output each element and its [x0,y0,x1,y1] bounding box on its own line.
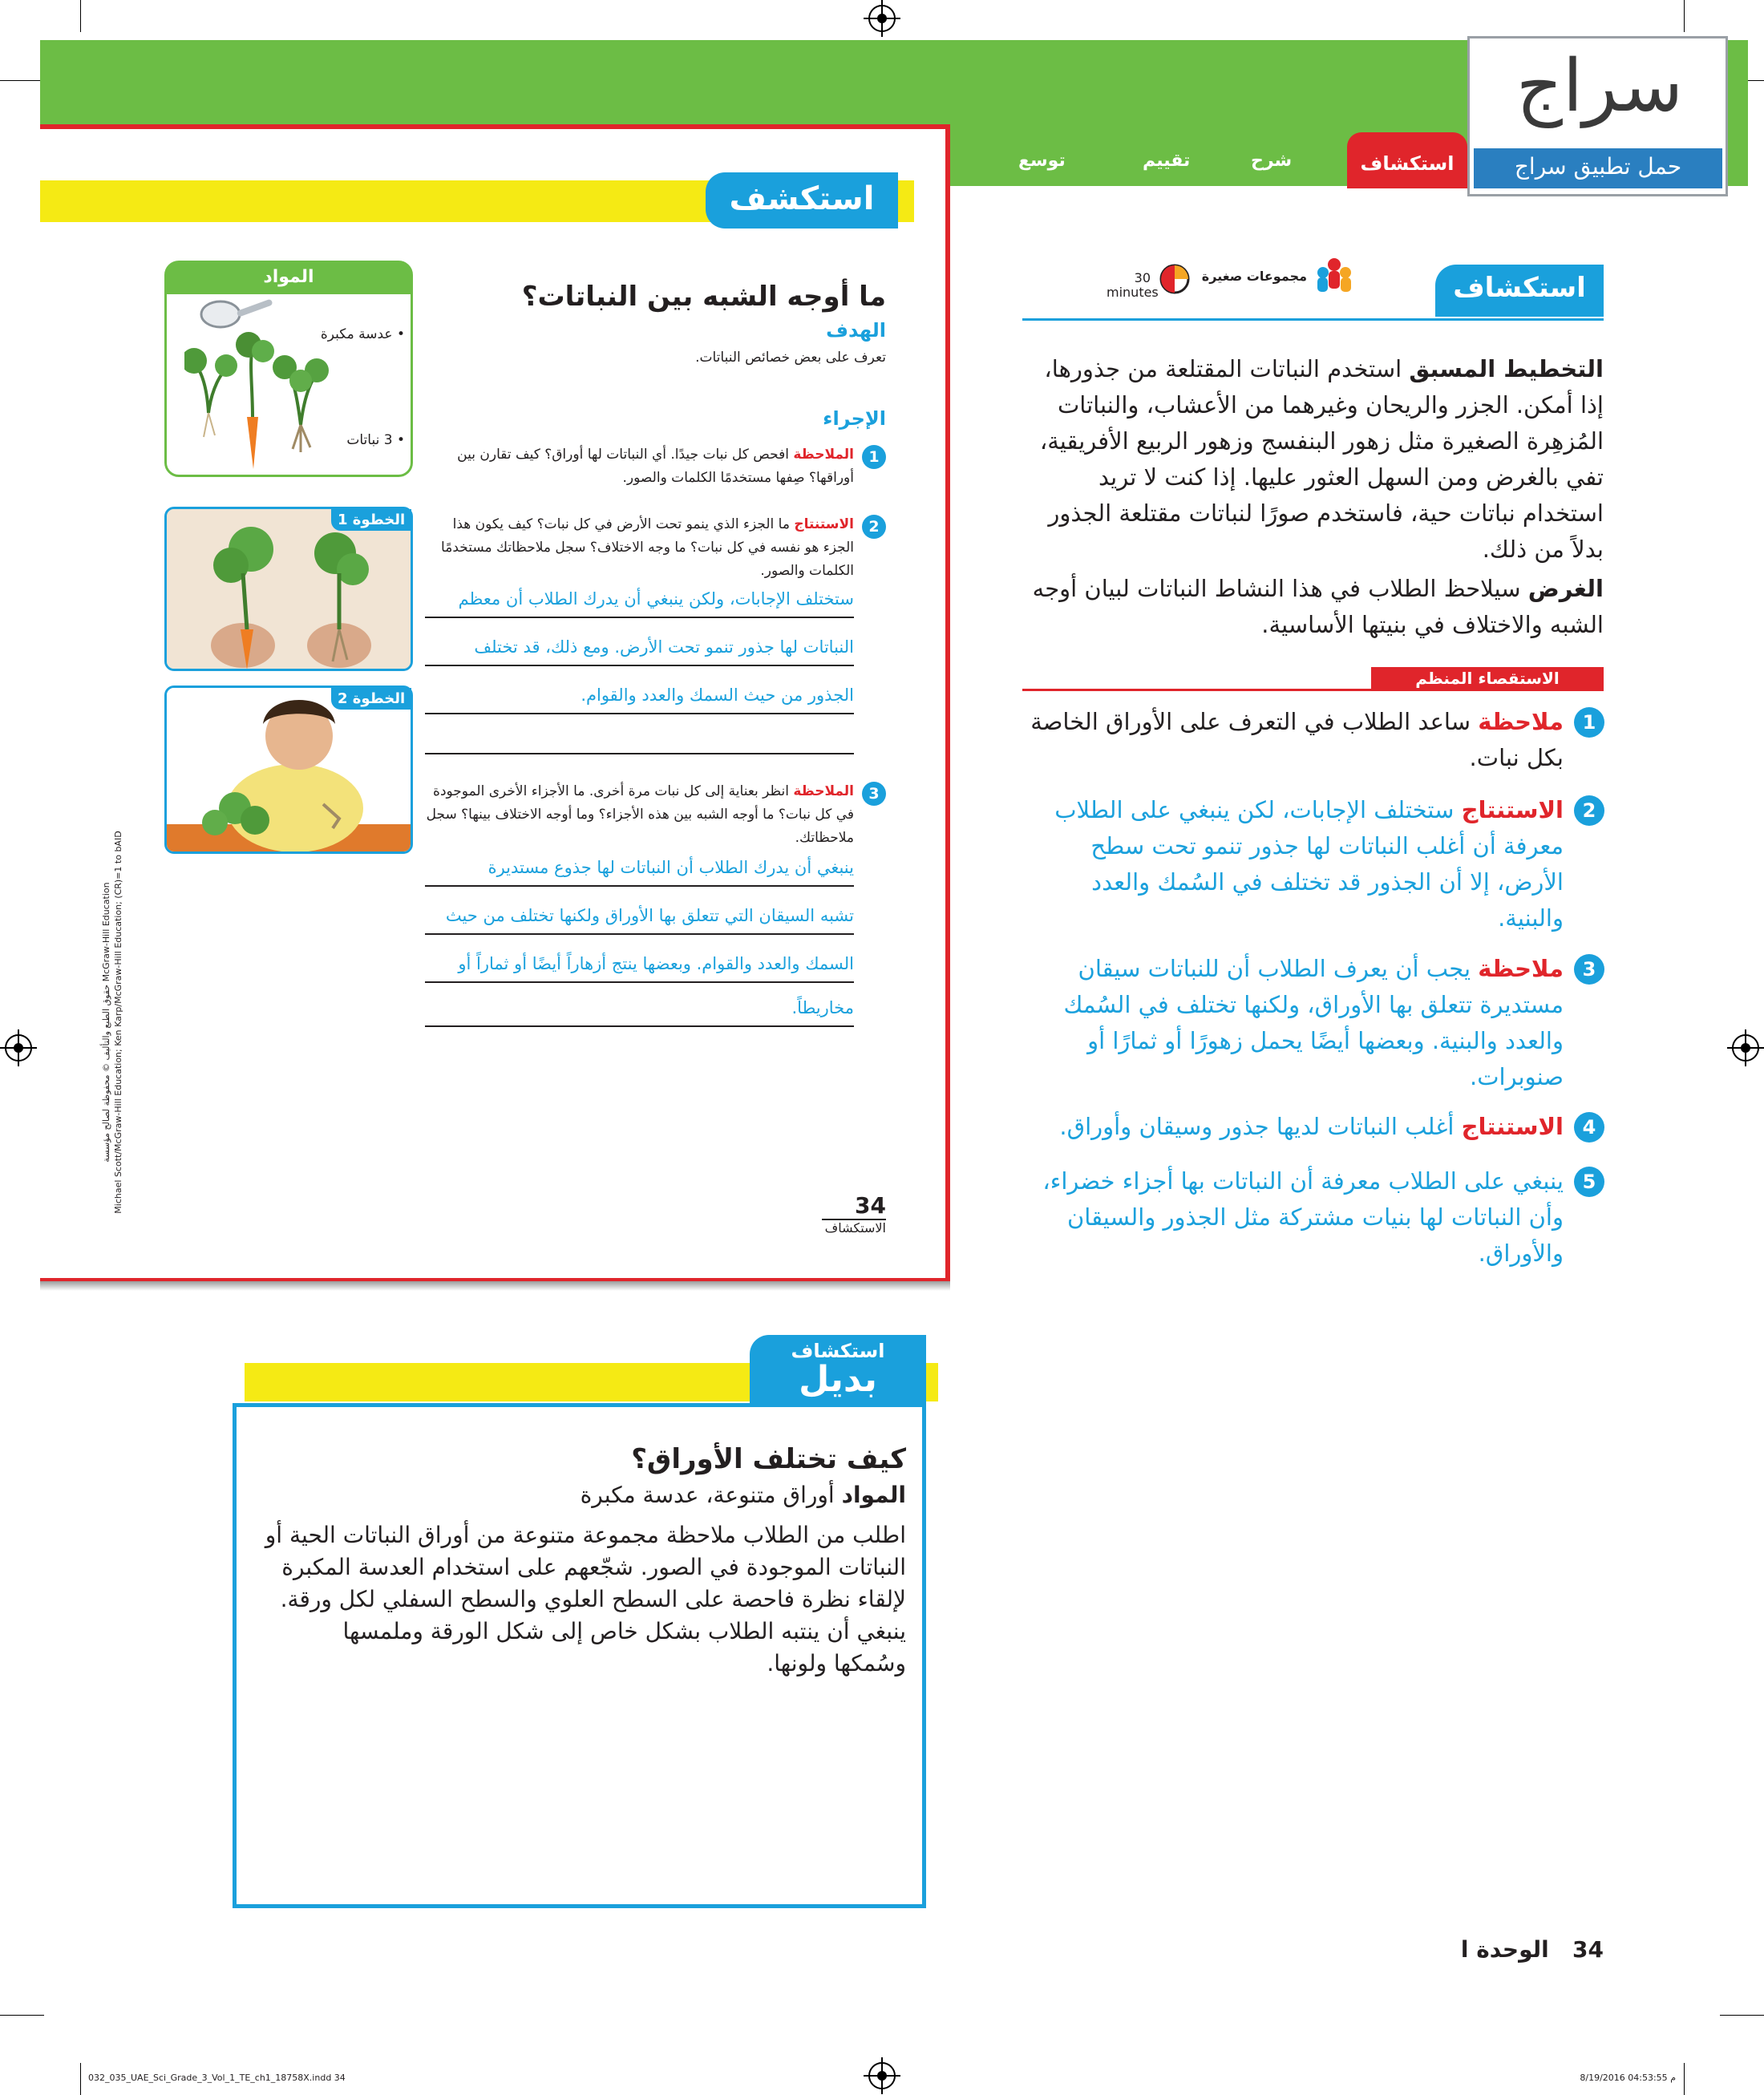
explore-header: استكشف [706,172,898,229]
goal-text: تعرف على بعض خصائص النباتات. [695,350,886,366]
inquiry-number-3: 3 [1574,954,1604,985]
crop-mark [1720,2015,1764,2016]
step-1-text: الملاحظة افحص كل نبات جيدًا. أي النباتات لها أوراق؟ كيف تقارن بين أوراقها؟ صِفها مستخدمًا الكلمات والصور. [457,447,854,486]
plants-illustration [184,297,329,473]
inquiry-number-2: 2 [1574,795,1604,826]
step-tag: الخطوة 2 [331,688,411,710]
step1-photo [164,507,413,671]
crop-mark [0,80,44,81]
alternative-header [750,1335,926,1407]
timer-icon [1159,263,1191,295]
inquiry-number-5: 5 [1574,1167,1604,1197]
alternative-materials: المواد أوراق متنوعة، عدسة مكبرة [580,1482,906,1508]
step2-photo [164,686,413,854]
inquiry-item-4: الاستنتاج أغلب النباتات لديها جذور وسيقان وأوراق. [1059,1113,1564,1140]
activity-question: ما أوجه الشبه بين النباتات؟ [521,281,886,313]
step-number-3: 3 [862,782,886,806]
crop-mark [80,0,81,32]
siraj-logo-title: سراج [1515,44,1684,128]
tab-explain[interactable]: شرح [1251,151,1293,171]
registration-mark-icon [868,2062,896,2089]
inquiry-item-5: ينبغي على الطلاب معرفة أن النباتات بها أجزاء خضراء، وأن النباتات لها بنيات مشتركة مثل الجذور والسيقان والأوراق. [1042,1167,1564,1267]
purpose-paragraph: الغرض سيلاحظ الطلاب في هذا النشاط النباتات لبيان أوجه الشبه والاختلاف في بنيتها الأساسية. [1032,575,1604,638]
tab-extend[interactable]: توسع [1018,151,1066,171]
answer-line[interactable]: النباتات لها جذور تنمو تحت الأرض. ومع ذلك، قد تختلف [425,621,854,666]
procedure-heading: الإجراء [823,407,886,430]
photo-credit: حقوق الطبع والتأليف © محفوظة لصالح مؤسسة McGraw-Hill Education Michael Scott/McGraw-Hill Education; Ken Karp/McGraw-Hill Education; (CR)=1 to bAID [101,831,123,1214]
registration-mark-icon [5,1034,32,1062]
siraj-app-label[interactable]: حمل تطبيق سراج [1474,148,1722,188]
answer-line[interactable]: السمك والعدد والقوام. وبعضها ينتج أزهاراً أيضًا أو ثماراً أو [425,938,854,983]
tab-evaluate[interactable]: تقييم [1143,151,1191,171]
materials-heading: المواد [166,262,411,294]
answer-line[interactable]: ينبغي أن يدرك الطلاب أن النباتات لها جذوع مستديرة [425,842,854,887]
inquiry-item-3: ملاحظة يجب أن يعرف الطلاب أن للنباتات سيقان مستديرة تتعلق بها الأوراق، ولكنها تختلف في السُمك والعدد والبنية. وبعضها أيضًا يحمل زهورًا أو ثمارًا أو صنوبرات. [1063,955,1564,1090]
explore-title: استكشاف [1435,265,1604,317]
material-item: • 3 نباتات [346,432,405,448]
answer-line[interactable]: مخاريطاً. [425,982,854,1027]
tab-explore[interactable]: استكشاف [1347,132,1467,188]
registration-mark-icon [868,5,896,32]
crop-mark [1684,2063,1685,2095]
crop-mark [1684,0,1685,32]
date-slug: 8/19/2016 04:53:55 م [1580,2073,1676,2083]
answer-line[interactable] [425,710,854,754]
crop-mark [80,2063,81,2095]
step-tag: الخطوة 1 [331,509,411,531]
answer-line[interactable]: تشبه السيقان التي تتعلق بها الأوراق ولكنها تختلف من حيث [425,890,854,935]
page-shadow [40,1281,950,1291]
answer-line[interactable]: ستختلف الإجابات، ولكن ينبغي أن يدرك الطلاب أن معظم [425,573,854,618]
organized-inquiry-label: الاستقصاء المنظم [1371,667,1604,691]
file-slug: 032_035_UAE_Sci_Grade_3_Vol_1_TE_ch1_18758X.indd 34 [88,2073,346,2083]
material-item: • عدسة مكبرة [320,326,405,342]
student-page-label: الاستكشاف [824,1220,886,1236]
group-icon [1315,255,1353,293]
registration-mark-icon [1732,1034,1759,1062]
goal-heading: الهدف [826,319,886,342]
step-2-text: الاستنتاج ما الجزء الذي ينمو تحت الأرض في كل نبات؟ كيف يكون هذا الجزء هو نفسه في كل نبات؟ ما وجه الاختلاف؟ سجل ملاحظاتك مستخدمًا الكلمات والصور. [441,516,854,579]
inquiry-item-2: الاستنتاج ستختلف الإجابات، لكن ينبغي على الطلاب معرفة أن أغلب النباتات لها جذور تنمو تحت سطح الأرض، إلا أن الجذور قد تختلف في السُمك والعدد والبنية. [1054,796,1564,932]
step-number-1: 1 [862,445,886,469]
group-label: مجموعات صغيرة [1201,269,1307,284]
alternative-question: كيف تختلف الأوراق؟ [631,1443,906,1475]
answer-line[interactable]: الجذور من حيث السمك والعدد والقوام. [425,669,854,714]
inquiry-item-1: ملاحظة ساعد الطلاب في التعرف على الأوراق الخاصة بكل نبات. [1030,708,1564,771]
inquiry-number-4: 4 [1574,1112,1604,1143]
alternative-title: بديل [799,1359,877,1400]
step-3-text: الملاحظة انظر بعناية إلى كل نبات مرة أخرى. ما الأجزاء الأخرى الموجودة في كل نبات؟ ما أوجه الشبه بين هذه الأجزاء؟ وما أوجه الاختلاف بينها؟ سجل ملاحظاتك. [426,783,854,846]
time-readout: 30 minutes [1107,270,1159,300]
step-number-2: 2 [862,515,886,539]
unit-footer: 34 الوحدة ا [1460,1936,1604,1963]
inquiry-number-1: 1 [1574,707,1604,738]
alternative-body: اطلب من الطلاب ملاحظة مجموعة متنوعة من أوراق النباتات الحية أو النباتات الموجودة في الصور. شجّعهم على استخدام العدسة المكبرة لإلقاء نظرة فاحصة على السطح العلوي والسطح السفلي لكل ورقة. ينبغي أن ينتبه الطلاب بشكل خاص إلى شكل الورقة وملمسها وسُمكها ولونها. [265,1522,906,1676]
alternative-top-label: استكشاف [791,1340,885,1362]
crop-mark [0,2015,44,2016]
student-page-number: 34 [822,1192,886,1220]
planning-paragraph: التخطيط المسبق استخدم النباتات المقتلعة من جذورها، إذا أمكن. الجزر والريحان وغيرهما من الأعشاب، والنباتات المُزهِرة الصغيرة مثل زهور البنفسج وزهور الربيع الأفريقية، تفي بالغرض ومن السهل العثور عليها. إذا كنت لا تريد استخدام نباتات حية، فاستخدم صورًا لنباتات مقتلعة الجذور بدلاً من ذلك. [1039,355,1604,563]
